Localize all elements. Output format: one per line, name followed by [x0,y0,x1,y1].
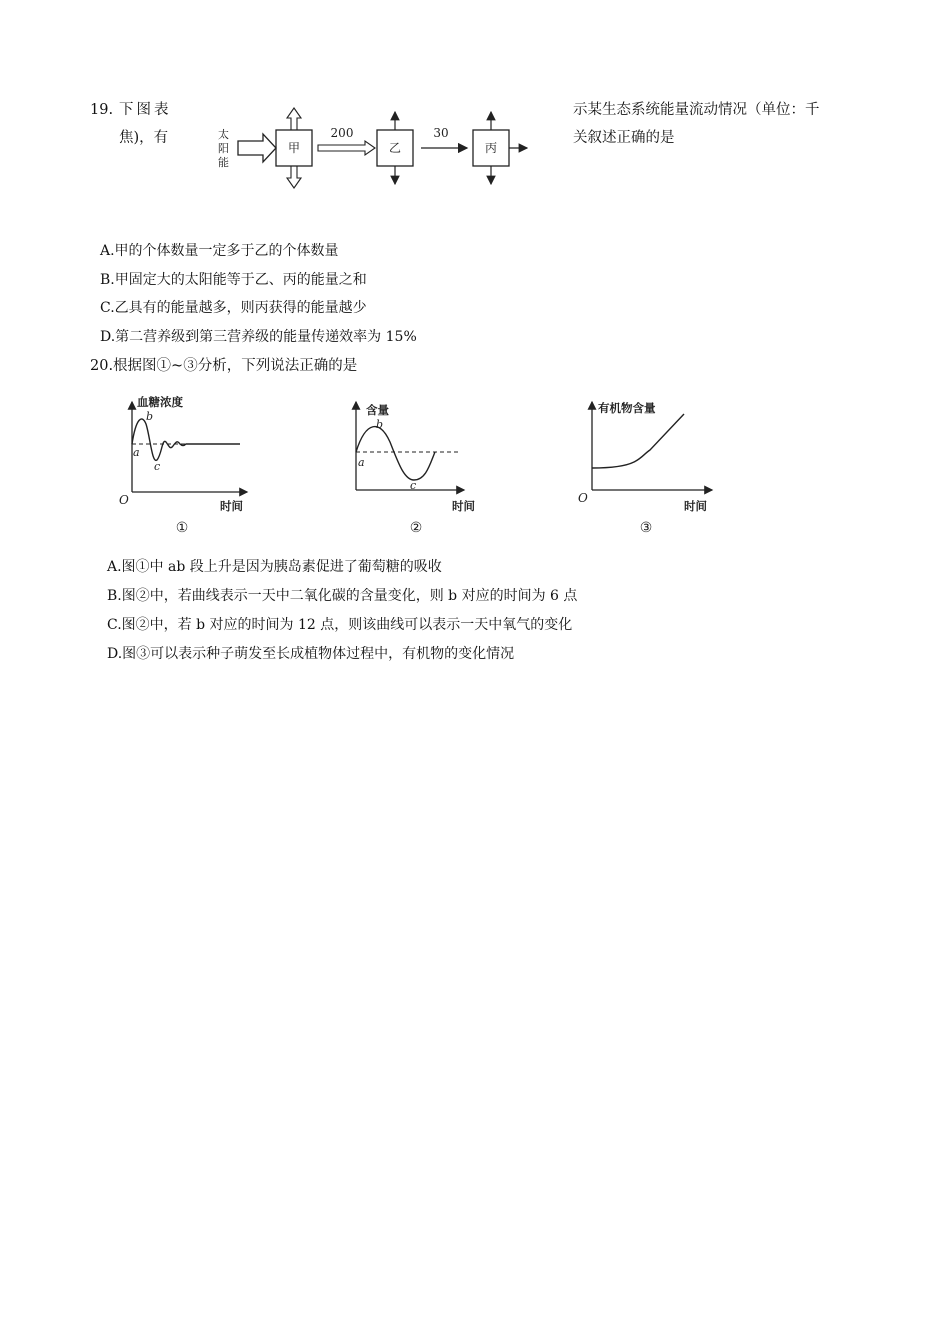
q19-text-left-2: 焦)，有 [119,130,169,146]
q19-text-right-1: 示某生态系统能量流动情况（单位：千 [573,102,820,118]
box-jia-up-arrow [287,108,301,130]
flow-200-label: 200 [330,126,354,140]
q20-option-a: A.图①中 ab 段上升是因为胰岛素促进了葡萄糖的吸收 [107,559,442,575]
energy-flow-diagram [205,100,545,198]
graph-1-point-a: a [133,446,140,459]
graph-3-origin: O [578,491,588,505]
sunlight-arrow [238,134,276,162]
flow-200-arrow [318,141,375,155]
box-jia-down-arrow [287,166,301,188]
graph-2-point-b: b [376,418,384,431]
q19-option-d: D.第二营养级到第三营养级的能量传递效率为 15% [100,329,417,345]
graph-2-ylabel: 含量 [366,403,389,417]
graph-3-xlabel: 时间 [684,499,707,513]
q19-text-right-2: 关叙述正确的是 [573,130,675,146]
graph-2-curve [356,427,435,480]
graph-3-curve [592,414,684,468]
graph-1-point-b: b [146,410,154,423]
source-char-1: 太 [218,128,229,141]
box-jia-label: 甲 [287,141,301,155]
q19-number: 19. [90,102,114,118]
graph-2-point-a: a [358,456,365,469]
source-char-3: 能 [218,156,229,169]
graph-1-point-c: c [154,460,161,473]
q20-stem: 20.根据图①~③分析，下列说法正确的是 [90,358,358,374]
graph-1-origin: O [119,493,129,507]
source-char-2: 阳 [218,142,229,155]
graph-1-caption: ① [175,520,189,536]
graph-2-xlabel: 时间 [452,499,475,513]
graph-1-xlabel: 时间 [220,499,243,513]
flow-30-label: 30 [433,126,449,140]
q19-text-left-1: 下图表 [119,102,172,118]
q20-option-d: D.图③可以表示种子萌发至长成植物体过程中，有机物的变化情况 [107,646,515,662]
graph-2-content [340,392,490,540]
graph-3-caption: ③ [639,520,653,536]
q19-option-a: A.甲的个体数量一定多于乙的个体数量 [100,243,339,259]
q19-option-c: C.乙具有的能量越多，则丙获得的能量越少 [100,300,367,316]
q19-option-b: B.甲固定大的太阳能等于乙、丙的能量之和 [100,272,367,288]
box-yi-label: 乙 [388,141,402,155]
graph-3-ylabel: 有机物含量 [598,401,656,415]
graph-2-caption: ② [409,520,423,536]
graph-1-blood-sugar [112,392,252,540]
graph-3-organic-matter [572,392,722,540]
q20-option-c: C.图②中，若 b 对应的时间为 12 点，则该曲线可以表示一天中氧气的变化 [107,617,573,633]
graph-1-curve [132,419,240,460]
box-bing-label: 丙 [484,141,498,155]
graph-1-ylabel: 血糖浓度 [137,395,183,409]
graph-2-point-c: c [410,479,417,492]
q20-option-b: B.图②中，若曲线表示一天中二氧化碳的含量变化，则 b 对应的时间为 6 点 [107,588,578,604]
